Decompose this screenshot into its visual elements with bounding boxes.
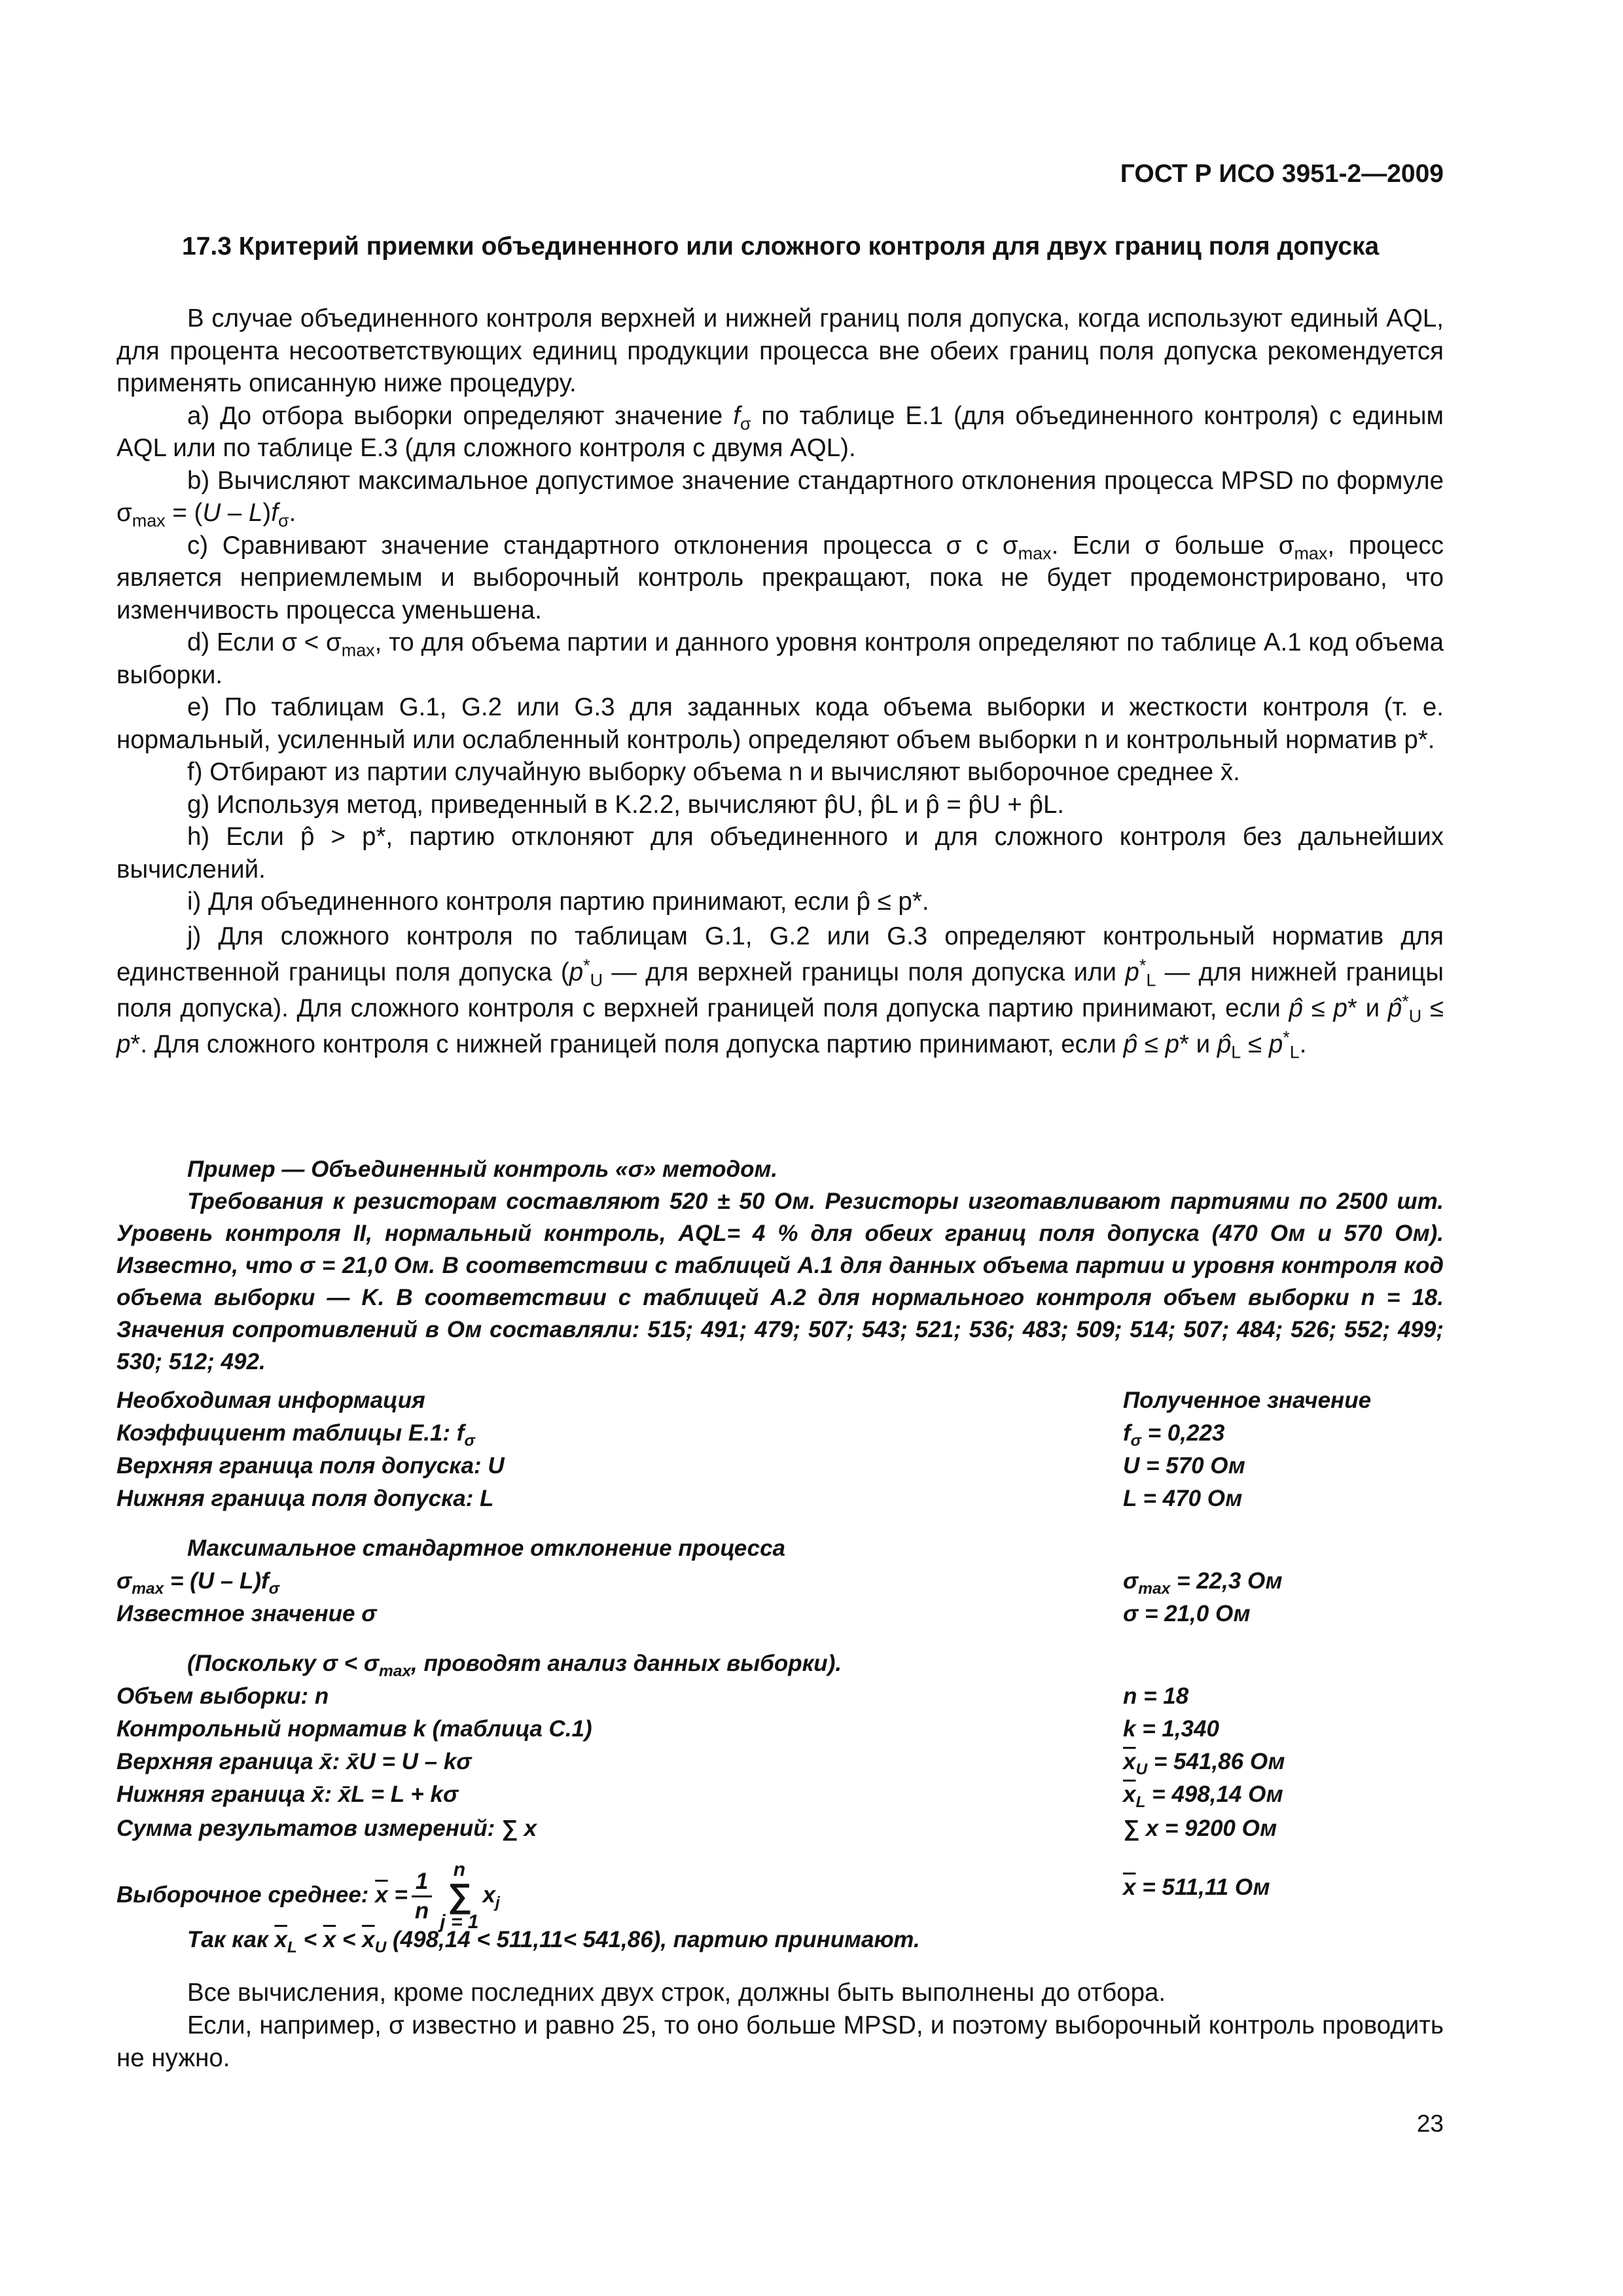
- step-f: f) Отбирают из партии случайную выборку объема n и вычисляют выборочное среднее x̄.: [187, 758, 1240, 786]
- step-a: а) До отбора выборки определяют значение $f_\sigma$ по таблице Е.1 (для объединенного контроля) с единым AQL или по таблице Е.3 (для сложного контроля с двумя AQL).: [116, 401, 1444, 462]
- table-row: Коэффициент таблицы Е.1: $f_\sigma$ $f_\sigma = 0,223$: [116, 1420, 1225, 1450]
- table-row: Объем выборки: n n = 18: [116, 1683, 1189, 1709]
- section-title: 17.3 Критерий приемки объединенного или сложного контроля для двух границ поля допуска: [182, 232, 1380, 260]
- step-b: b) Вычисляют максимальное допустимое значение стандартного отклонения процесса MPSD по формуле $\sigma_{max} = (U - L)f_\sigma$.: [116, 466, 1444, 531]
- closing-paragraph: Если, например, σ известно и равно 25, то оно больше MPSD, и поэтому выборочный контроль проводить не нужно.: [116, 2011, 1444, 2072]
- table-subheading: Максимальное стандартное отклонение процесса: [187, 1535, 785, 1561]
- procedure-body: [116, 302, 1444, 1062]
- step-i: i) Для объединенного контроля партию принимают, если p̂ ≤ p*.: [187, 888, 929, 916]
- table-header-row: [116, 1388, 1444, 1420]
- table-row: $\sigma_{max} = (U - L)f_\sigma$ $\sigma_{max} = 22,3$ Ом: [116, 1568, 1283, 1598]
- table-row: Верхняя граница x̄: x̄U = U – kσ $\overline{x}_U = 541,86$ Ом: [116, 1749, 1285, 1778]
- closing-notes: [116, 1977, 1444, 2075]
- step-d: d) Если $\sigma < \sigma_{max}$, то для объема партии и данного уровня контроля определяют по таблице А.1 код объема выборки.: [116, 628, 1444, 689]
- table-row: Верхняя граница поля допуска: U U = 570 Ом: [116, 1453, 1245, 1479]
- intro-paragraph: В случае объединенного контроля верхней и нижней границ поля допуска, когда используют единый AQL, для процента несоответствующих единиц продукции процесса вне обеих границ поля допуска рекомендуется применять описанную ниже процедуру.: [116, 304, 1444, 397]
- example-text: Требования к резисторам составляют 520 ± 50 Ом. Резисторы изготавливают партиями по 2500 шт. Уровень контроля II, нормальный контроль, AQL= 4 % для обеих границ поля допуска (470 Ом и 570 Ом). Известно, что σ = 21,0 Ом. В соответствии с таблицей А.1 для данных объема партии и уровня контроля код объема выборки — K. В соответствии с таблицей А.2 для нормального контроля объем выборки n = 18. Значения сопротивлений в Ом составляли: 515; 491; 479; 507; 543; 521; 536; 483; 509; 514; 507; 484; 526; 552; 499; 530; 512; 492.: [116, 1189, 1444, 1374]
- table-row: Нижняя граница x̄: x̄L = L + kσ $\overline{x}_L = 498,14$ Ом: [116, 1782, 1283, 1811]
- step-g: g) Используя метод, приведенный в K.2.2, вычисляют p̂U, p̂L и p̂ = p̂U + p̂L.: [187, 790, 1065, 819]
- table-subheading: (Поскольку $\sigma < \sigma_{max}$, проводят анализ данных выборки).: [187, 1651, 842, 1680]
- table-row: Выборочное среднее: $\overline{x}$ = $\frac{1}{n}$ n ∑ $j = 1x_j$ $\overline{x} = 511,11$ Ом: [116, 1859, 1270, 1933]
- step-h: h) Если p̂ > p*, партию отклоняют для объединенного и для сложного контроля без дальнейших вычислений.: [116, 823, 1444, 884]
- step-j: j) Для сложного контроля по таблицам G.1, G.2 или G.3 определяют контрольный норматив для единственной границы поля допуска ($p^*_U$ — для верхней границы поля допуска или $p^*_L$ — для нижней границы поля допуска). Для сложного контроля с верхней границей поля допуска партию принимают, если p̂ ≤ p* и $p̂^*_U \le p*$. Для сложного контроля с нижней границей поля допуска партию принимают, если p̂ ≤ p* и $p̂_L \le p^*_L$.: [116, 922, 1444, 1062]
- step-e: е) По таблицам G.1, G.2 или G.3 для заданных кода объема выборки и жесткости контроля (т. е. нормальный, усиленный или ослабленный контроль) определяют объем выборки n и контрольный норматив p*.: [116, 693, 1444, 754]
- table-row: Нижняя граница поля допуска: L L = 470 Ом: [116, 1486, 1243, 1511]
- table-row: Контрольный норматив k (таблица С.1) k = 1,340: [116, 1716, 1219, 1742]
- col-right-header: Полученное значение: [1123, 1388, 1372, 1413]
- closing-paragraph: Все вычисления, кроме последних двух строк, должны быть выполнены до отбора.: [187, 1979, 1166, 2007]
- table-row: Сумма результатов измерений: ∑ x ∑ x = 9200 Ом: [116, 1816, 1277, 1841]
- table-row: Известное значение σ σ = 21,0 Ом: [116, 1601, 1251, 1626]
- example-title: Пример — Объединенный контроль «σ» методом.: [187, 1157, 778, 1182]
- step-c: с) Сравнивают значение стандартного отклонения процесса σ с $\sigma_{max}$. Если σ больше $\sigma_{max}$, процесс является неприемлемым и выборочный контроль прекращают, пока не будет продемонстрировано, что изменчивость процесса уменьшена.: [116, 531, 1444, 624]
- table-conclusion: Так как $\overline{x}_L < \overline{x} < \overline{x}_U$ (498,14 < 511,11< 541,86), партию принимают.: [187, 1927, 920, 1956]
- col-left-header: Необходимая информация: [116, 1388, 425, 1413]
- example-block: [116, 1153, 1444, 1378]
- document-code: ГОСТ Р ИСО 3951-2—2009: [1120, 160, 1444, 188]
- page-number: 23: [1416, 2110, 1444, 2137]
